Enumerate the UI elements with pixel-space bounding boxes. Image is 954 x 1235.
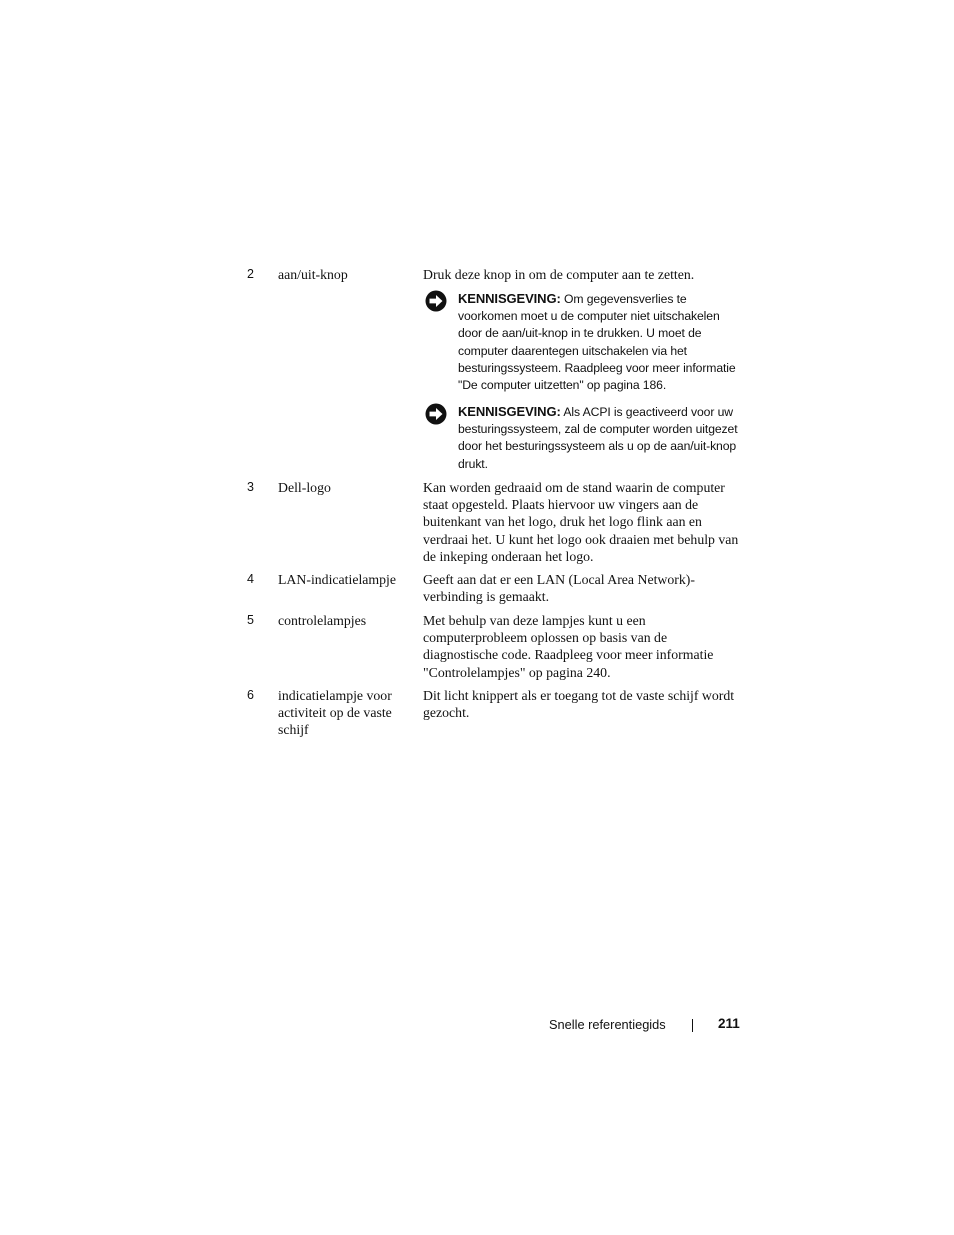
row-item: aan/uit-knop	[278, 267, 348, 282]
row-description: Kan worden gedraaid om de stand waarin de computer staat opgesteld. Plaats hiervoor uw vingers aan de buitenkant van het logo, druk het logo flink aan en verdraai het. U kunt het logo ook draaien met behulp van de inkeping onderaan het logo.	[423, 480, 739, 564]
footer-separator	[692, 1019, 693, 1032]
notice-body: Om gegevensverlies te voorkomen moet u de computer niet uitschakelen door de aan/uit-knop in te drukken. U moet de computer daarentegen uitschakelen via het besturingssysteem. Raadpleeg voor meer informatie "De computer uitzetten" op pagina 186.	[458, 292, 736, 393]
row-number: 5	[247, 613, 254, 627]
row-number: 4	[247, 572, 254, 586]
row-description: Met behulp van deze lampjes kunt u een computerprobleem oplossen op basis van de diagnostische code. Raadpleeg voor meer informatie "Controlelampjes" op pagina 240.	[423, 613, 714, 680]
notice-label: KENNISGEVING:	[458, 291, 561, 306]
row-item: LAN-indicatielampje	[278, 572, 396, 587]
notice-block	[423, 290, 743, 398]
notice-arrow-icon	[425, 290, 447, 312]
row-item: Dell-logo	[278, 480, 331, 495]
notice-body: Als ACPI is geactiveerd voor uw besturingssysteem, zal de computer worden uitgezet door het besturingssysteem als u op de aan/uit-knop drukt.	[458, 405, 738, 471]
footer-section-title: Snelle referentiegids	[549, 1017, 666, 1032]
row-description: Druk deze knop in om de computer aan te zetten.	[423, 267, 695, 282]
row-number: 3	[247, 480, 254, 494]
row-number: 2	[247, 267, 254, 281]
row-item: indicatielampje voor activiteit op de vaste schijf	[278, 688, 392, 737]
page-number: 211	[718, 1016, 740, 1031]
row-number: 6	[247, 688, 254, 702]
notice-block	[423, 403, 743, 475]
notice-text	[458, 403, 743, 473]
notice-text	[458, 290, 743, 394]
row-description: Geeft aan dat er een LAN (Local Area Network)-verbinding is gemaakt.	[423, 572, 695, 605]
row-item: controlelampjes	[278, 613, 367, 628]
notice-arrow-icon	[425, 403, 447, 425]
notice-label: KENNISGEVING:	[458, 404, 561, 419]
row-description: Dit licht knippert als er toegang tot de vaste schijf wordt gezocht.	[423, 688, 735, 721]
